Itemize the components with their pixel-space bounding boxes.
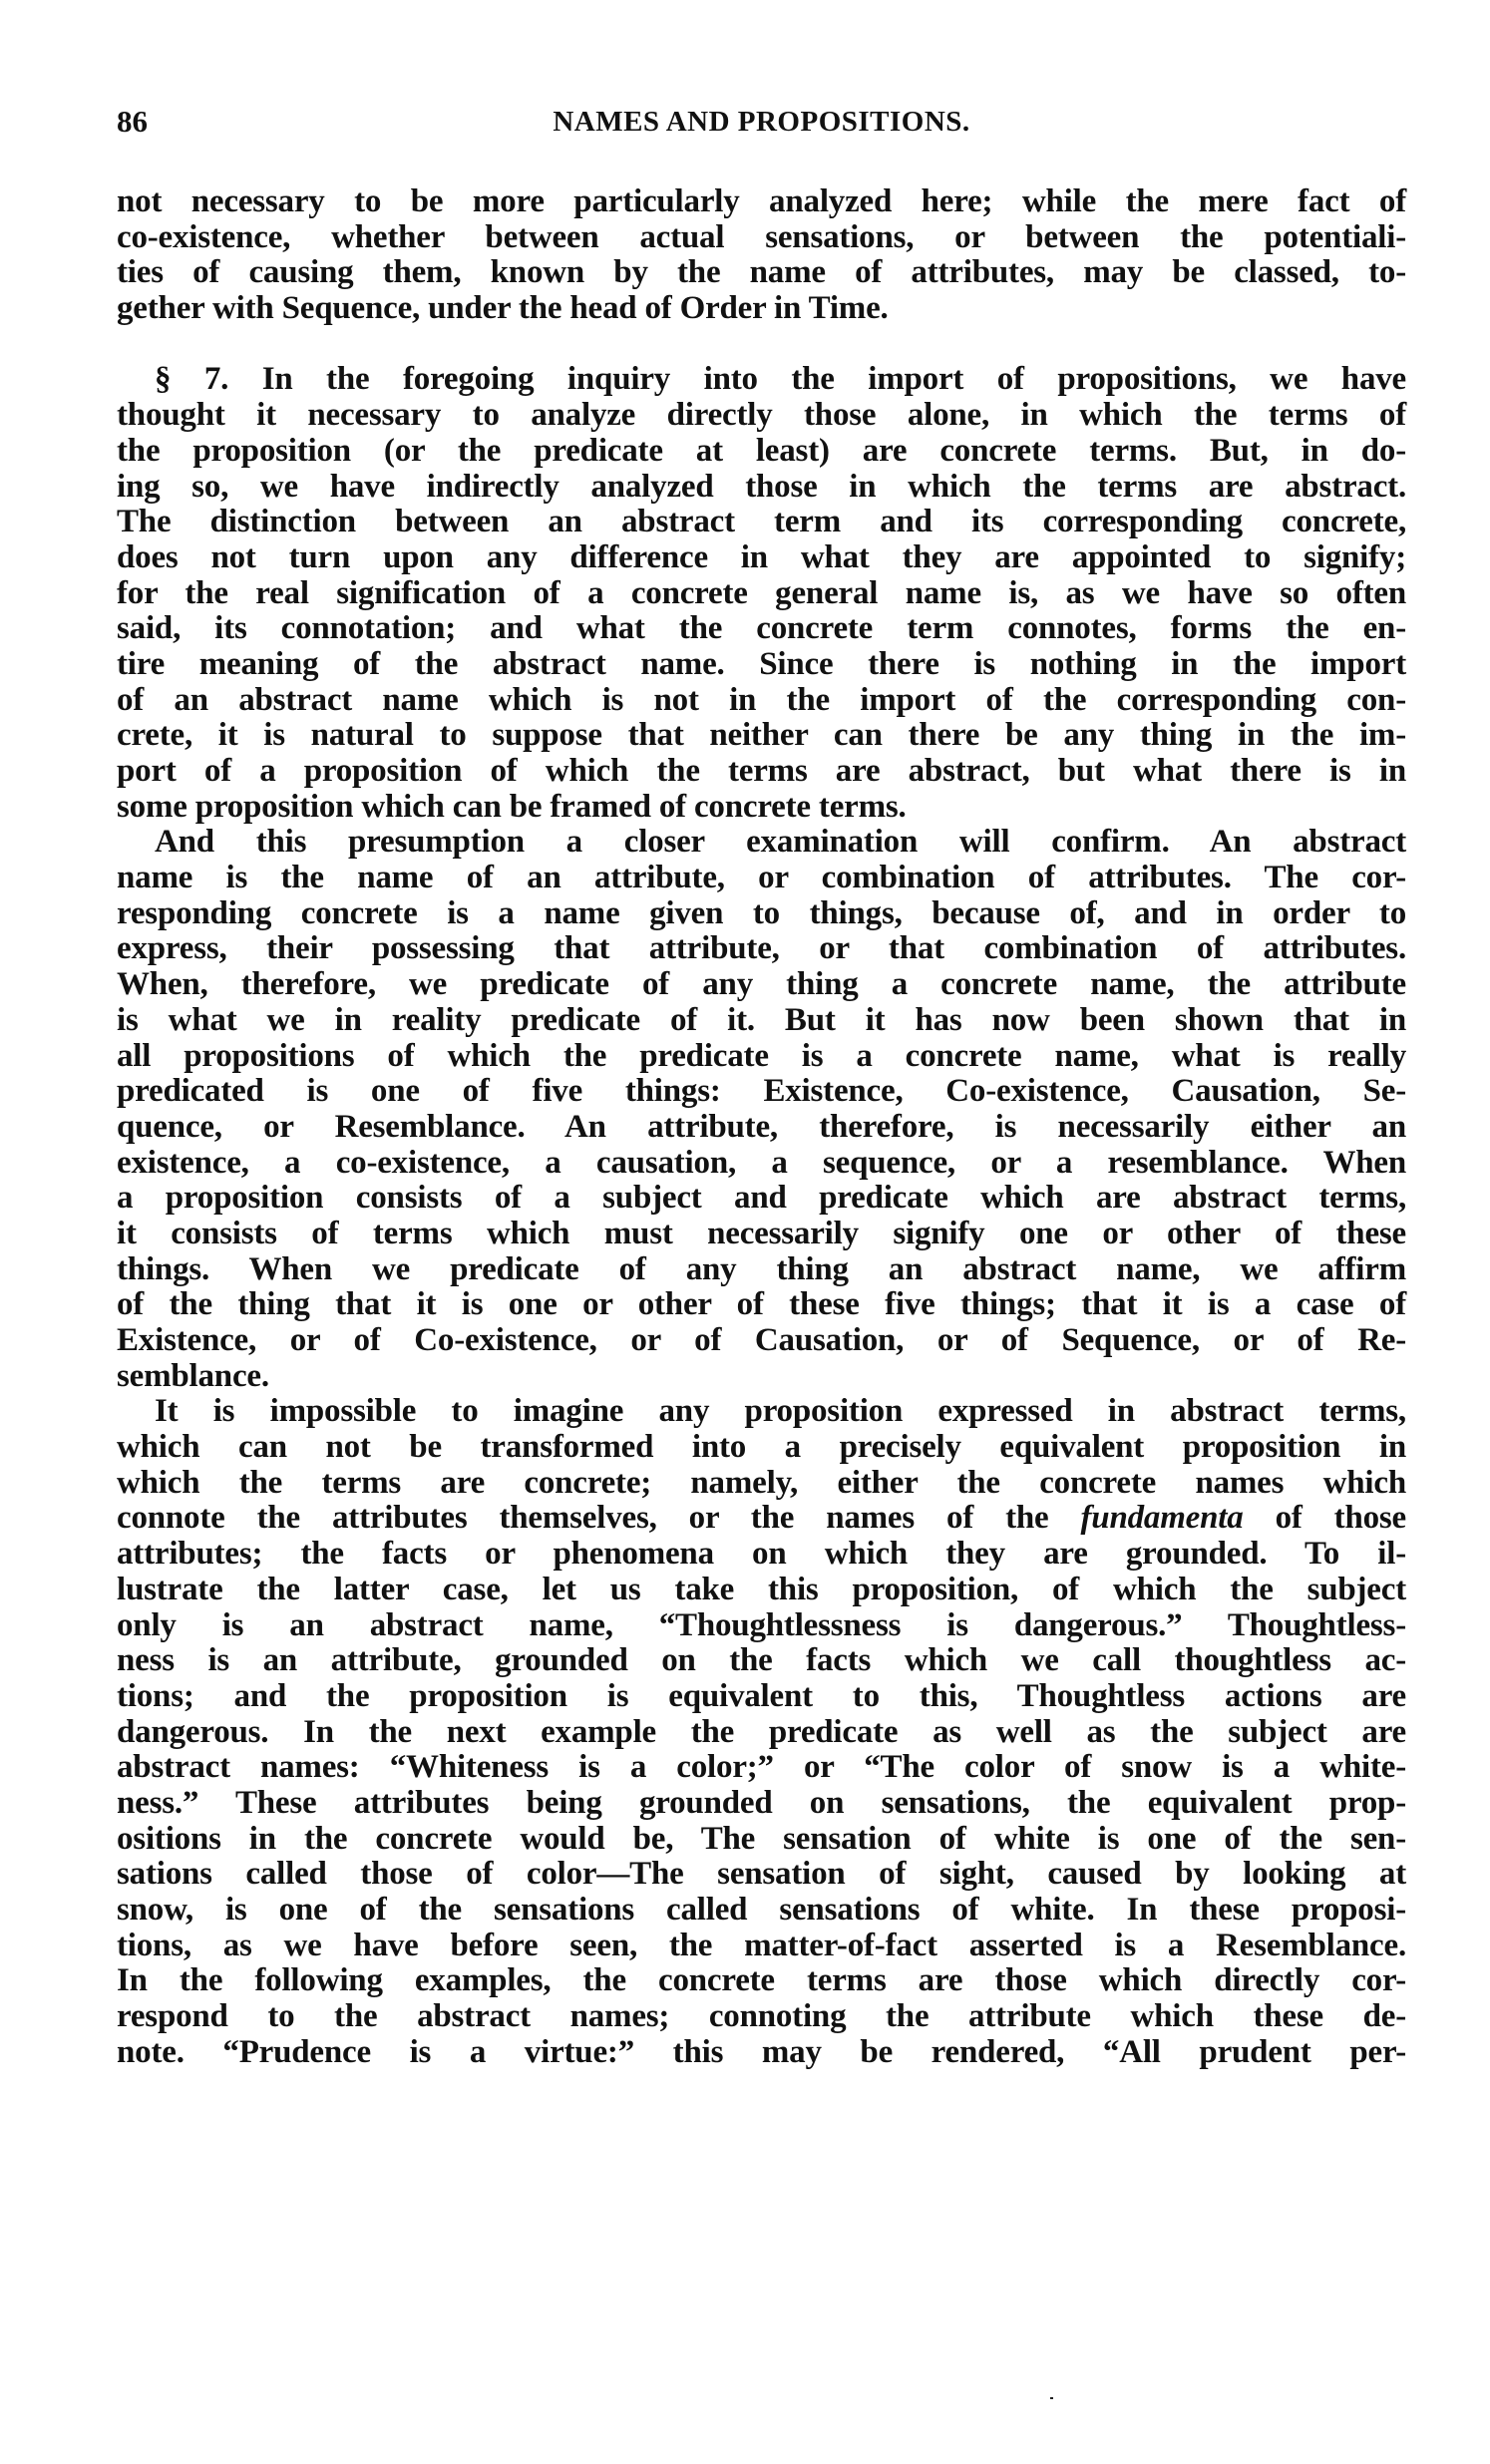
text-line: tions; and the proposition is equivalent to this, Thoughtless actions are: [117, 1677, 1406, 1714]
text-line: attributes; the facts or phenomena on which they are grounded. To il-: [117, 1536, 1406, 1573]
section-gap: [117, 327, 1406, 363]
text-line: all propositions of which the predicate is a concrete name, what is really: [117, 1037, 1406, 1074]
text-line: not necessary to be more particularly analyzed here; while the mere fact of: [117, 183, 1406, 219]
text-line: When, therefore, we predicate of any thing a concrete name, the attribute: [117, 966, 1406, 1003]
paragraph-section-7: [117, 362, 1406, 825]
text-line: And this presumption a closer examination will confirm. An abstract: [155, 824, 1406, 861]
text-line: for the real signification of a concrete general name is, as we have so often: [117, 574, 1406, 611]
text-line: said, its connotation; and what the concrete term connotes, forms the en-: [117, 610, 1406, 647]
text-line: snow, is one of the sensations called sensations of white. In these proposi-: [117, 1892, 1406, 1928]
text-run: of those: [1243, 1500, 1406, 1537]
text-line: the proposition (or the predicate at least) are concrete terms. But, in do-: [117, 432, 1406, 469]
text-line-with-italic: [117, 1501, 1406, 1537]
text-line: co-existence, whether between actual sensations, or between the potentiali-: [117, 218, 1406, 255]
body-text: [117, 184, 1406, 2070]
text-line: note. “Prudence is a virtue:” this may be rendered, “All prudent per-: [117, 2033, 1406, 2070]
text-line: of an abstract name which is not in the import of the corresponding con-: [117, 681, 1406, 718]
text-line: quence, or Resemblance. An attribute, therefore, is necessarily either an: [117, 1108, 1406, 1145]
text-line: it consists of terms which must necessarily signify one or other of these: [117, 1215, 1406, 1251]
text-line: Existence, or of Co-existence, or of Causation, or of Sequence, or of Re-: [117, 1322, 1406, 1358]
text-line: In the following examples, the concrete terms are those which directly cor-: [117, 1962, 1406, 1999]
text-line: which can not be transformed into a precisely equivalent proposition in: [117, 1429, 1406, 1466]
text-line: thought it necessary to analyze directly those alone, in which the terms of: [117, 397, 1406, 434]
text-line: existence, a co-existence, a causation, a sequence, or a resemblance. When: [117, 1144, 1406, 1181]
text-line: dangerous. In the next example the predicate as well as the subject are: [117, 1713, 1406, 1750]
text-line: lustrate the latter case, let us take this proposition, of which the subject: [117, 1571, 1406, 1607]
text-line: things. When we predicate of any thing an abstract name, we affirm: [117, 1250, 1406, 1287]
text-run: connote the attributes themselves, or the names of the: [117, 1500, 1081, 1537]
text-line: predicated is one of five things: Existence, Co-existence, Causation, Se-: [117, 1073, 1406, 1110]
text-line: which the terms are concrete; namely, either the concrete names which: [117, 1464, 1406, 1501]
text-line: does not turn upon any difference in what they are appointed to signify;: [117, 538, 1406, 575]
text-line: ties of causing them, known by the name of attributes, may be classed, to-: [117, 254, 1406, 291]
page-number: 86: [117, 104, 148, 139]
text-line: a proposition consists of a subject and predicate which are abstract terms,: [117, 1180, 1406, 1217]
text-line: some proposition which can be framed of concrete terms.: [117, 788, 907, 825]
text-line: responding concrete is a name given to things, because of, and in order to: [117, 894, 1406, 931]
text-line: ness.” These attributes being grounded on sensations, the equivalent prop-: [117, 1784, 1406, 1821]
text-line: tire meaning of the abstract name. Since there is nothing in the import: [117, 645, 1406, 682]
paragraph-continuation: [117, 184, 1406, 327]
text-line: express, their possessing that attribute, or that combination of attributes.: [117, 930, 1406, 967]
scan-speck: [1050, 2397, 1053, 2399]
text-line: respond to the abstract names; connoting the attribute which these de-: [117, 1998, 1406, 2035]
text-line: only is an abstract name, “Thoughtlessness is dangerous.” Thoughtless-: [117, 1606, 1406, 1643]
italic-term: fundamenta: [1080, 1500, 1244, 1537]
text-line: of the thing that it is one or other of these five things; that it is a case of: [117, 1286, 1406, 1323]
section-heading-line: § 7. In the foregoing inquiry into the import of propositions, we have: [155, 361, 1406, 398]
text-line: gether with Sequence, under the head of Order in Time.: [117, 290, 889, 327]
text-line: tions, as we have before seen, the matter-of-fact asserted is a Resemblance.: [117, 1927, 1406, 1963]
running-head: NAMES AND PROPOSITIONS.: [553, 106, 970, 138]
text-line: name is the name of an attribute, or combination of attributes. The cor-: [117, 860, 1406, 896]
paragraph: [117, 1394, 1406, 2070]
text-line: It is impossible to imagine any proposition expressed in abstract terms,: [155, 1393, 1406, 1430]
text-line: sations called those of color—The sensation of sight, caused by looking at: [117, 1856, 1406, 1893]
text-line: crete, it is natural to suppose that neither can there be any thing in the im-: [117, 717, 1406, 754]
text-line: is what we in reality predicate of it. But it has now been shown that in: [117, 1001, 1406, 1038]
text-line: semblance.: [117, 1357, 269, 1394]
text-line: The distinction between an abstract term and its corresponding concrete,: [117, 504, 1406, 540]
text-line: abstract names: “Whiteness is a color;” or “The color of snow is a white-: [117, 1749, 1406, 1786]
text-line: ing so, we have indirectly analyzed those in which the terms are abstract.: [117, 468, 1406, 505]
paragraph: [117, 825, 1406, 1394]
page-header: [117, 100, 1406, 144]
text-line: ness is an attribute, grounded on the facts which we call thoughtless ac-: [117, 1642, 1406, 1679]
text-line: ositions in the concrete would be, The sensation of white is one of the sen-: [117, 1820, 1406, 1857]
text-line: port of a proposition of which the terms are abstract, but what there is in: [117, 753, 1406, 789]
